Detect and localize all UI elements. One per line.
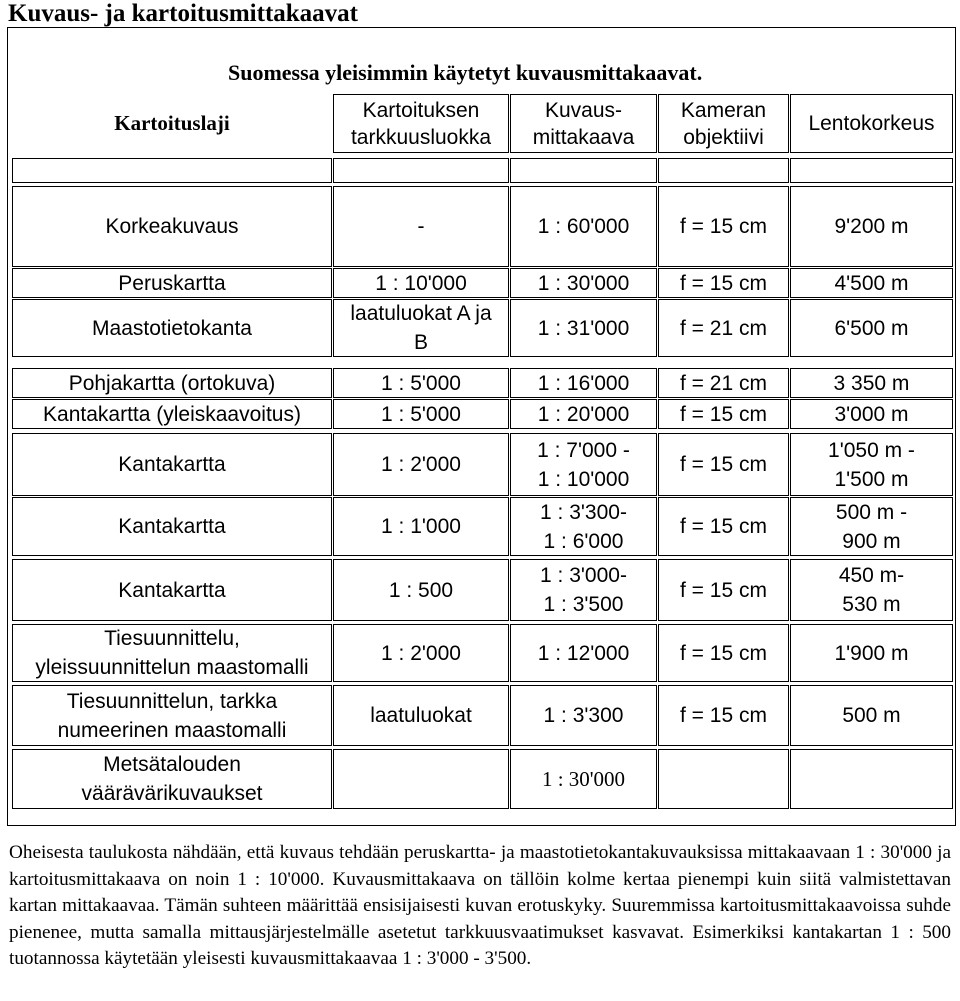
kartoituslaji-cell <box>12 399 332 429</box>
kuvausmittakaava-cell-line: 1 : 3'300- <box>540 500 627 524</box>
lentokorkeus-cell-line: 450 m- <box>838 564 905 587</box>
kartoituslaji-cell-line: Kantakartta (yleiskaavoitus) <box>43 402 301 426</box>
lentokorkeus-cell <box>790 749 953 809</box>
objektiivi-cell-line: f = 15 cm <box>680 215 767 238</box>
lentokorkeus-cell <box>790 685 953 746</box>
kuvausmittakaava-cell-line: 1 : 3'300 <box>543 704 624 727</box>
kuvausmittakaava-cell-line: 1 : 3'000- <box>540 564 627 587</box>
kuvausmittakaava-cell <box>510 299 657 357</box>
tarkkuusluokka-cell-line: 1 : 500 <box>388 578 454 602</box>
kartoituslaji-cell-line: Pohjakartta (ortokuva) <box>68 371 276 395</box>
tarkkuusluokka-cell-line: 1 : 2'000 <box>381 641 461 665</box>
kartoituslaji-cell <box>12 299 332 357</box>
kartoituslaji-cell <box>12 749 332 809</box>
objektiivi-cell-line: f = 15 cm <box>680 453 767 476</box>
header-objektiivi-line: objektiivi <box>683 125 764 149</box>
spacer-cell <box>333 158 509 183</box>
kartoituslaji-cell-line: Kantakartta <box>118 453 226 476</box>
lentokorkeus-cell <box>790 433 953 496</box>
kuvausmittakaava-cell <box>510 497 657 556</box>
header-kartoituslaji <box>12 94 332 153</box>
kuvausmittakaava-cell-line: 1 : 10'000 <box>537 467 630 491</box>
header-tarkkuusluokka-line: tarkkuusluokka <box>350 125 492 149</box>
header-tarkkuusluokka-line: Kartoituksen <box>362 98 480 122</box>
header-kuvausmittakaava-line: mittakaava <box>532 125 635 149</box>
header-objektiivi-line: Kameran <box>680 98 767 122</box>
tarkkuusluokka-cell-line: laatuluokat <box>370 704 472 727</box>
kuvausmittakaava-cell <box>510 186 657 267</box>
kartoituslaji-cell-line: Maastotietokanta <box>92 316 252 340</box>
lentokorkeus-cell <box>790 299 953 357</box>
kartoituslaji-cell-line: Tiesuunnittelu, <box>104 627 240 650</box>
tarkkuusluokka-cell <box>333 186 509 267</box>
kartoituslaji-cell-line: Tiesuunnittelun, tarkka <box>66 689 278 713</box>
tarkkuusluokka-cell <box>333 299 509 357</box>
lentokorkeus-cell <box>790 268 953 298</box>
header-kuvausmittakaava <box>510 94 657 153</box>
objektiivi-cell-line: f = 15 cm <box>680 641 767 665</box>
kartoituslaji-cell-line: numeerinen maastomalli <box>57 718 287 742</box>
kartoituslaji-cell <box>12 497 332 556</box>
kuvausmittakaava-cell <box>510 433 657 496</box>
kuvausmittakaava-cell <box>510 268 657 298</box>
kuvausmittakaava-cell <box>510 624 657 682</box>
kuvausmittakaava-cell <box>510 559 657 621</box>
objektiivi-cell-line: f = 21 cm <box>680 316 767 340</box>
tarkkuusluokka-cell <box>333 559 509 621</box>
objektiivi-cell-line: f = 21 cm <box>680 371 767 395</box>
kuvausmittakaava-cell-line: 1 : 12'000 <box>537 641 630 665</box>
kartoituslaji-cell <box>12 559 332 621</box>
kartoituslaji-cell-line: Peruskartta <box>118 271 226 295</box>
kuvausmittakaava-cell-line: 1 : 3'500 <box>543 593 624 616</box>
kuvausmittakaava-cell-line: 1 : 6'000 <box>543 529 624 553</box>
kartoituslaji-cell-line: yleissuunnittelun maastomalli <box>35 656 309 679</box>
objektiivi-cell-line: f = 15 cm <box>680 402 767 426</box>
spacer-cell <box>790 158 953 183</box>
lentokorkeus-cell-line: 500 m <box>842 704 901 727</box>
kartoituslaji-cell <box>12 433 332 496</box>
header-kuvausmittakaava-line: Kuvaus- <box>544 98 623 122</box>
kartoituslaji-cell-line: Kantakartta <box>118 515 226 538</box>
lentokorkeus-cell-line: 500 m - <box>835 500 908 524</box>
tarkkuusluokka-cell-line: B <box>413 331 428 354</box>
objektiivi-cell <box>658 559 789 621</box>
lentokorkeus-cell <box>790 399 953 429</box>
header-lentokorkeus <box>790 94 953 153</box>
objektiivi-cell <box>658 299 789 357</box>
tarkkuusluokka-cell <box>333 433 509 496</box>
tarkkuusluokka-cell <box>333 368 509 398</box>
kartoituslaji-cell-line: Metsätalouden <box>103 753 241 776</box>
objektiivi-cell <box>658 186 789 267</box>
kartoituslaji-cell <box>12 685 332 746</box>
lentokorkeus-cell-line: 1'900 m <box>834 641 909 665</box>
header-kartoituslaji-line: Kartoituslaji <box>114 111 230 135</box>
tarkkuusluokka-cell-line: - <box>417 215 425 238</box>
kuvausmittakaava-cell-line: 1 : 60'000 <box>537 215 630 238</box>
tarkkuusluokka-cell-line: 1 : 10'000 <box>375 271 467 295</box>
kuvausmittakaava-cell-line: 1 : 7'000 - <box>537 438 630 462</box>
tarkkuusluokka-cell <box>333 749 509 809</box>
objektiivi-cell <box>658 685 789 746</box>
kartoituslaji-cell <box>12 368 332 398</box>
kuvausmittakaava-cell <box>510 749 657 809</box>
lentokorkeus-cell <box>790 186 953 267</box>
tarkkuusluokka-cell-line: 1 : 5'000 <box>381 371 461 395</box>
kuvausmittakaava-cell <box>510 368 657 398</box>
lentokorkeus-cell-line: 3'000 m <box>834 402 909 426</box>
objektiivi-cell <box>658 368 789 398</box>
tarkkuusluokka-cell <box>333 268 509 298</box>
header-tarkkuusluokka <box>333 94 509 153</box>
page-title: Kuvaus- ja kartoitusmittakaavat <box>8 0 359 27</box>
tarkkuusluokka-cell-line: 1 : 5'000 <box>381 402 461 426</box>
tarkkuusluokka-cell <box>333 685 509 746</box>
tarkkuusluokka-cell-line: 1 : 2'000 <box>381 453 461 476</box>
kuvausmittakaava-cell-line: 1 : 30'000 <box>537 271 630 295</box>
header-objektiivi <box>658 94 789 153</box>
spacer-cell <box>510 158 657 183</box>
lentokorkeus-cell <box>790 624 953 682</box>
lentokorkeus-cell <box>790 559 953 621</box>
objektiivi-cell <box>658 268 789 298</box>
lentokorkeus-cell <box>790 497 953 556</box>
lentokorkeus-cell-line: 9'200 m <box>834 215 909 238</box>
kartoituslaji-cell <box>12 186 332 267</box>
kartoituslaji-cell-line: väärävärikuvaukset <box>81 782 263 805</box>
kartoituslaji-cell <box>12 624 332 682</box>
tarkkuusluokka-cell <box>333 497 509 556</box>
lentokorkeus-cell-line: 530 m <box>842 593 901 616</box>
header-lentokorkeus-line: Lentokorkeus <box>808 112 935 135</box>
lentokorkeus-cell <box>790 368 953 398</box>
tarkkuusluokka-cell-line: 1 : 1'000 <box>381 515 461 538</box>
kartoituslaji-cell-line: Kantakartta <box>118 578 226 602</box>
spacer-cell <box>658 158 789 183</box>
lentokorkeus-cell-line: 3 350 m <box>833 371 910 395</box>
kartoituslaji-cell <box>12 268 332 298</box>
objektiivi-cell-line: f = 15 cm <box>680 271 767 295</box>
kuvausmittakaava-cell-line: 1 : 16'000 <box>537 371 630 395</box>
objektiivi-cell <box>658 749 789 809</box>
lentokorkeus-cell-line: 1'050 m - <box>828 438 915 462</box>
table-caption: Suomessa yleisimmin käytetyt kuvausmittakaavat. <box>228 60 703 85</box>
objektiivi-cell <box>658 624 789 682</box>
lentokorkeus-cell-line: 900 m <box>842 529 901 553</box>
objektiivi-cell-line: f = 15 cm <box>680 704 767 727</box>
objektiivi-cell <box>658 433 789 496</box>
lentokorkeus-cell-line: 4'500 m <box>834 271 909 295</box>
kuvausmittakaava-cell <box>510 685 657 746</box>
objektiivi-cell <box>658 497 789 556</box>
objektiivi-cell <box>658 399 789 429</box>
lentokorkeus-cell-line: 6'500 m <box>834 316 909 340</box>
kuvausmittakaava-cell-line: 1 : 20'000 <box>537 402 630 426</box>
kuvausmittakaava-cell <box>510 399 657 429</box>
kuvausmittakaava-cell-line: 1 : 30'000 <box>541 766 626 791</box>
tarkkuusluokka-cell <box>333 624 509 682</box>
tarkkuusluokka-cell-line: laatuluokat A ja <box>350 302 492 325</box>
objektiivi-cell-line: f = 15 cm <box>680 515 767 538</box>
objektiivi-cell-line: f = 15 cm <box>680 578 767 602</box>
tarkkuusluokka-cell <box>333 399 509 429</box>
lentokorkeus-cell-line: 1'500 m <box>834 467 909 491</box>
kartoituslaji-cell-line: Korkeakuvaus <box>105 215 239 238</box>
kuvausmittakaava-cell-line: 1 : 31'000 <box>537 316 630 340</box>
body-paragraph: Oheisesta taulukosta nähdään, että kuvaus tehdään peruskartta- ja maastotietokantakuvauksissa mittakaavaan 1 : 30'000 ja kartoitusmittakaava on noin 1 : 10'000. Kuvausmittakaava on tällöin kolme kertaa pienempi kuin siitä valmistettavan kartan mittakaavaa. Tämän suhteen määrittää ensisijaisesti kuvan erotuskyky. Suuremmissa kartoitusmittakaavoissa suhde pienenee, mutta samalla mittausjärjestelmälle asetetut tarkkuusvaatimukset kasvavat. Esimerkiksi kantakartan 1 : 500 tuotannossa käytetään yleisesti kuvausmittakaavaa 1 : 3'000 - 3'500. <box>9 842 951 969</box>
spacer-cell <box>12 158 332 183</box>
